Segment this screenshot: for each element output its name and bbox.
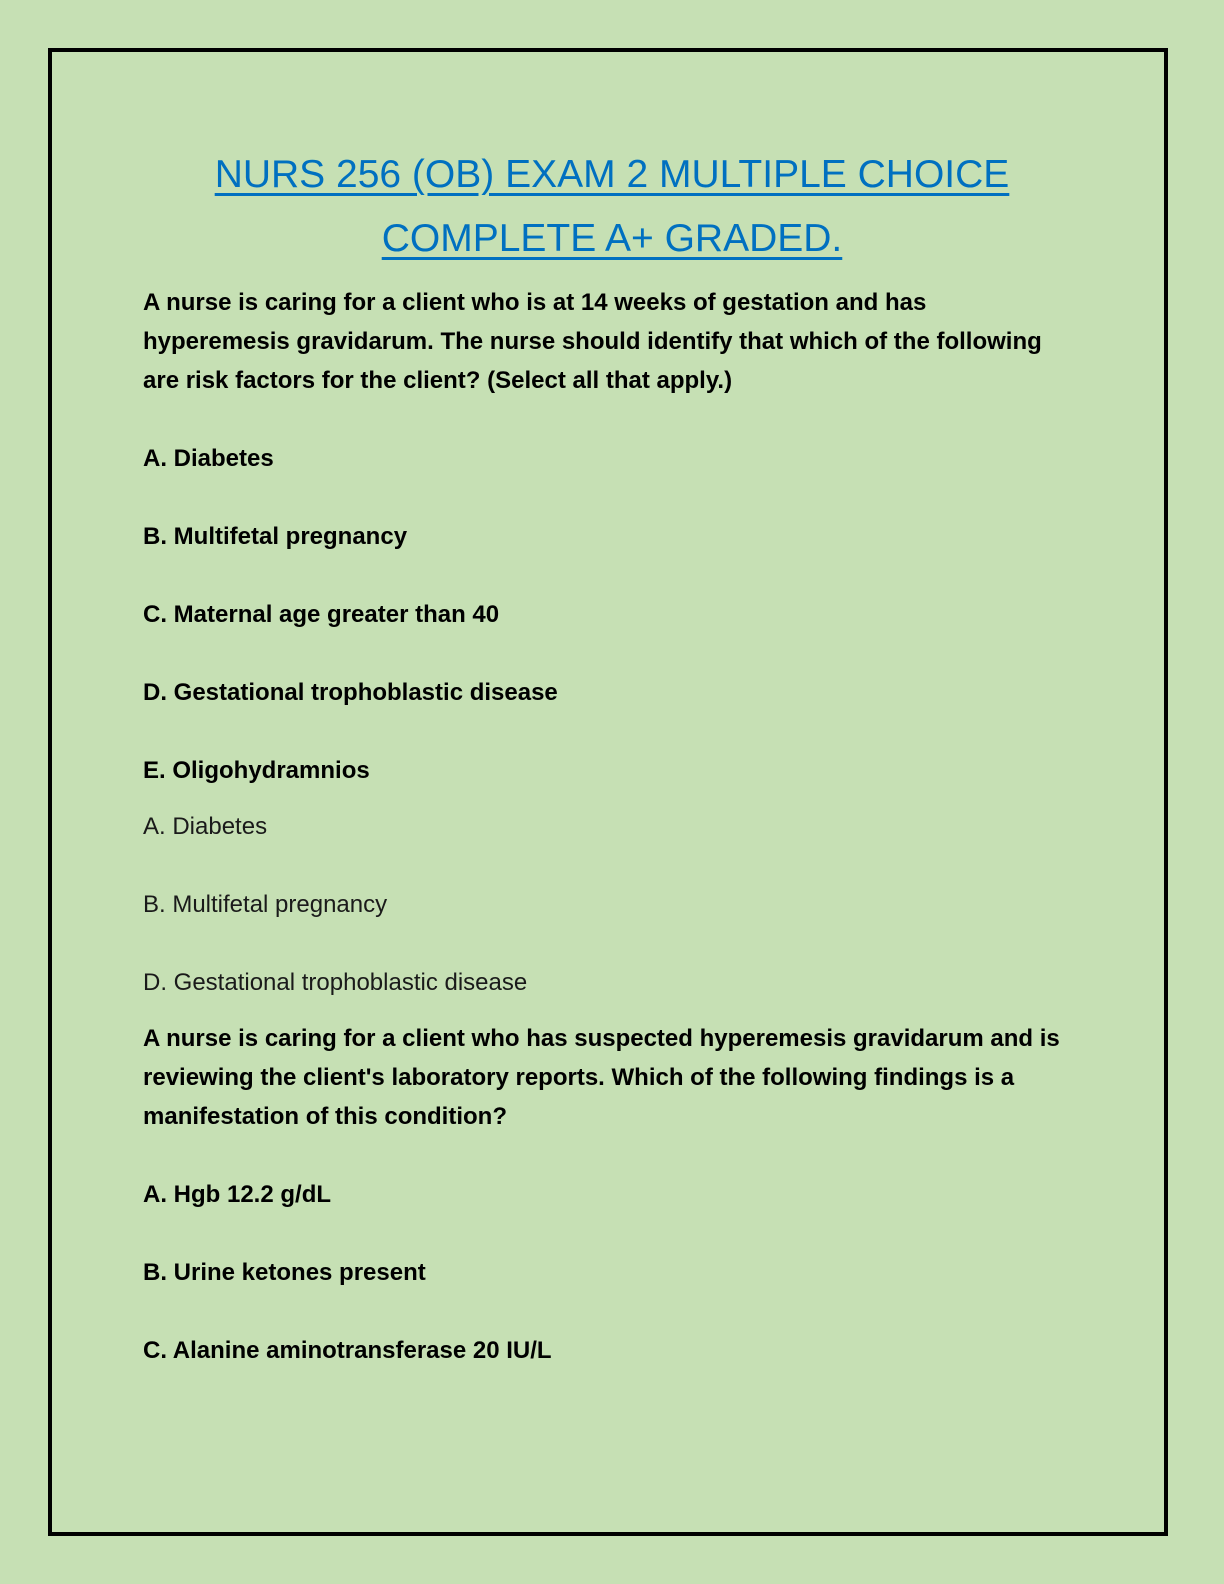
question-2-option-a: A. Hgb 12.2 g/dL bbox=[143, 1181, 332, 1208]
question-1-option-a: A. Diabetes bbox=[143, 445, 274, 472]
question-1-answer-a: A. Diabetes bbox=[143, 813, 268, 840]
question-2-text: A nurse is caring for a client who has suspected hyperemesis gravidarum and is reviewing the client's laboratory reports. Which of the following findings is a manifestation of this condition? bbox=[143, 1025, 1060, 1130]
page-border bbox=[48, 48, 1168, 1536]
question-2-option-b: B. Urine ketones present bbox=[143, 1259, 426, 1286]
question-1-option-b: B. Multifetal pregnancy bbox=[143, 523, 408, 550]
question-1-option-d: D. Gestational trophoblastic disease bbox=[143, 679, 558, 706]
question-1-option-c: C. Maternal age greater than 40 bbox=[143, 601, 500, 628]
question-1-text: A nurse is caring for a client who is at 14 weeks of gestation and has hyperemesis gravidarum. The nurse should identify that which of the following are risk factors for the client? (Select all that apply.) bbox=[143, 289, 1042, 394]
document-title-line-1: NURS 256 (OB) EXAM 2 MULTIPLE CHOICE bbox=[214, 153, 1010, 196]
question-2-option-c: C. Alanine aminotransferase 20 IU/L bbox=[143, 1337, 552, 1364]
question-1-answer-d: D. Gestational trophoblastic disease bbox=[143, 969, 528, 996]
document-title-line-2: COMPLETE A+ GRADED. bbox=[381, 217, 843, 260]
question-1-answer-b: B. Multifetal pregnancy bbox=[143, 891, 388, 918]
question-1-option-e: E. Oligohydramnios bbox=[143, 757, 370, 784]
